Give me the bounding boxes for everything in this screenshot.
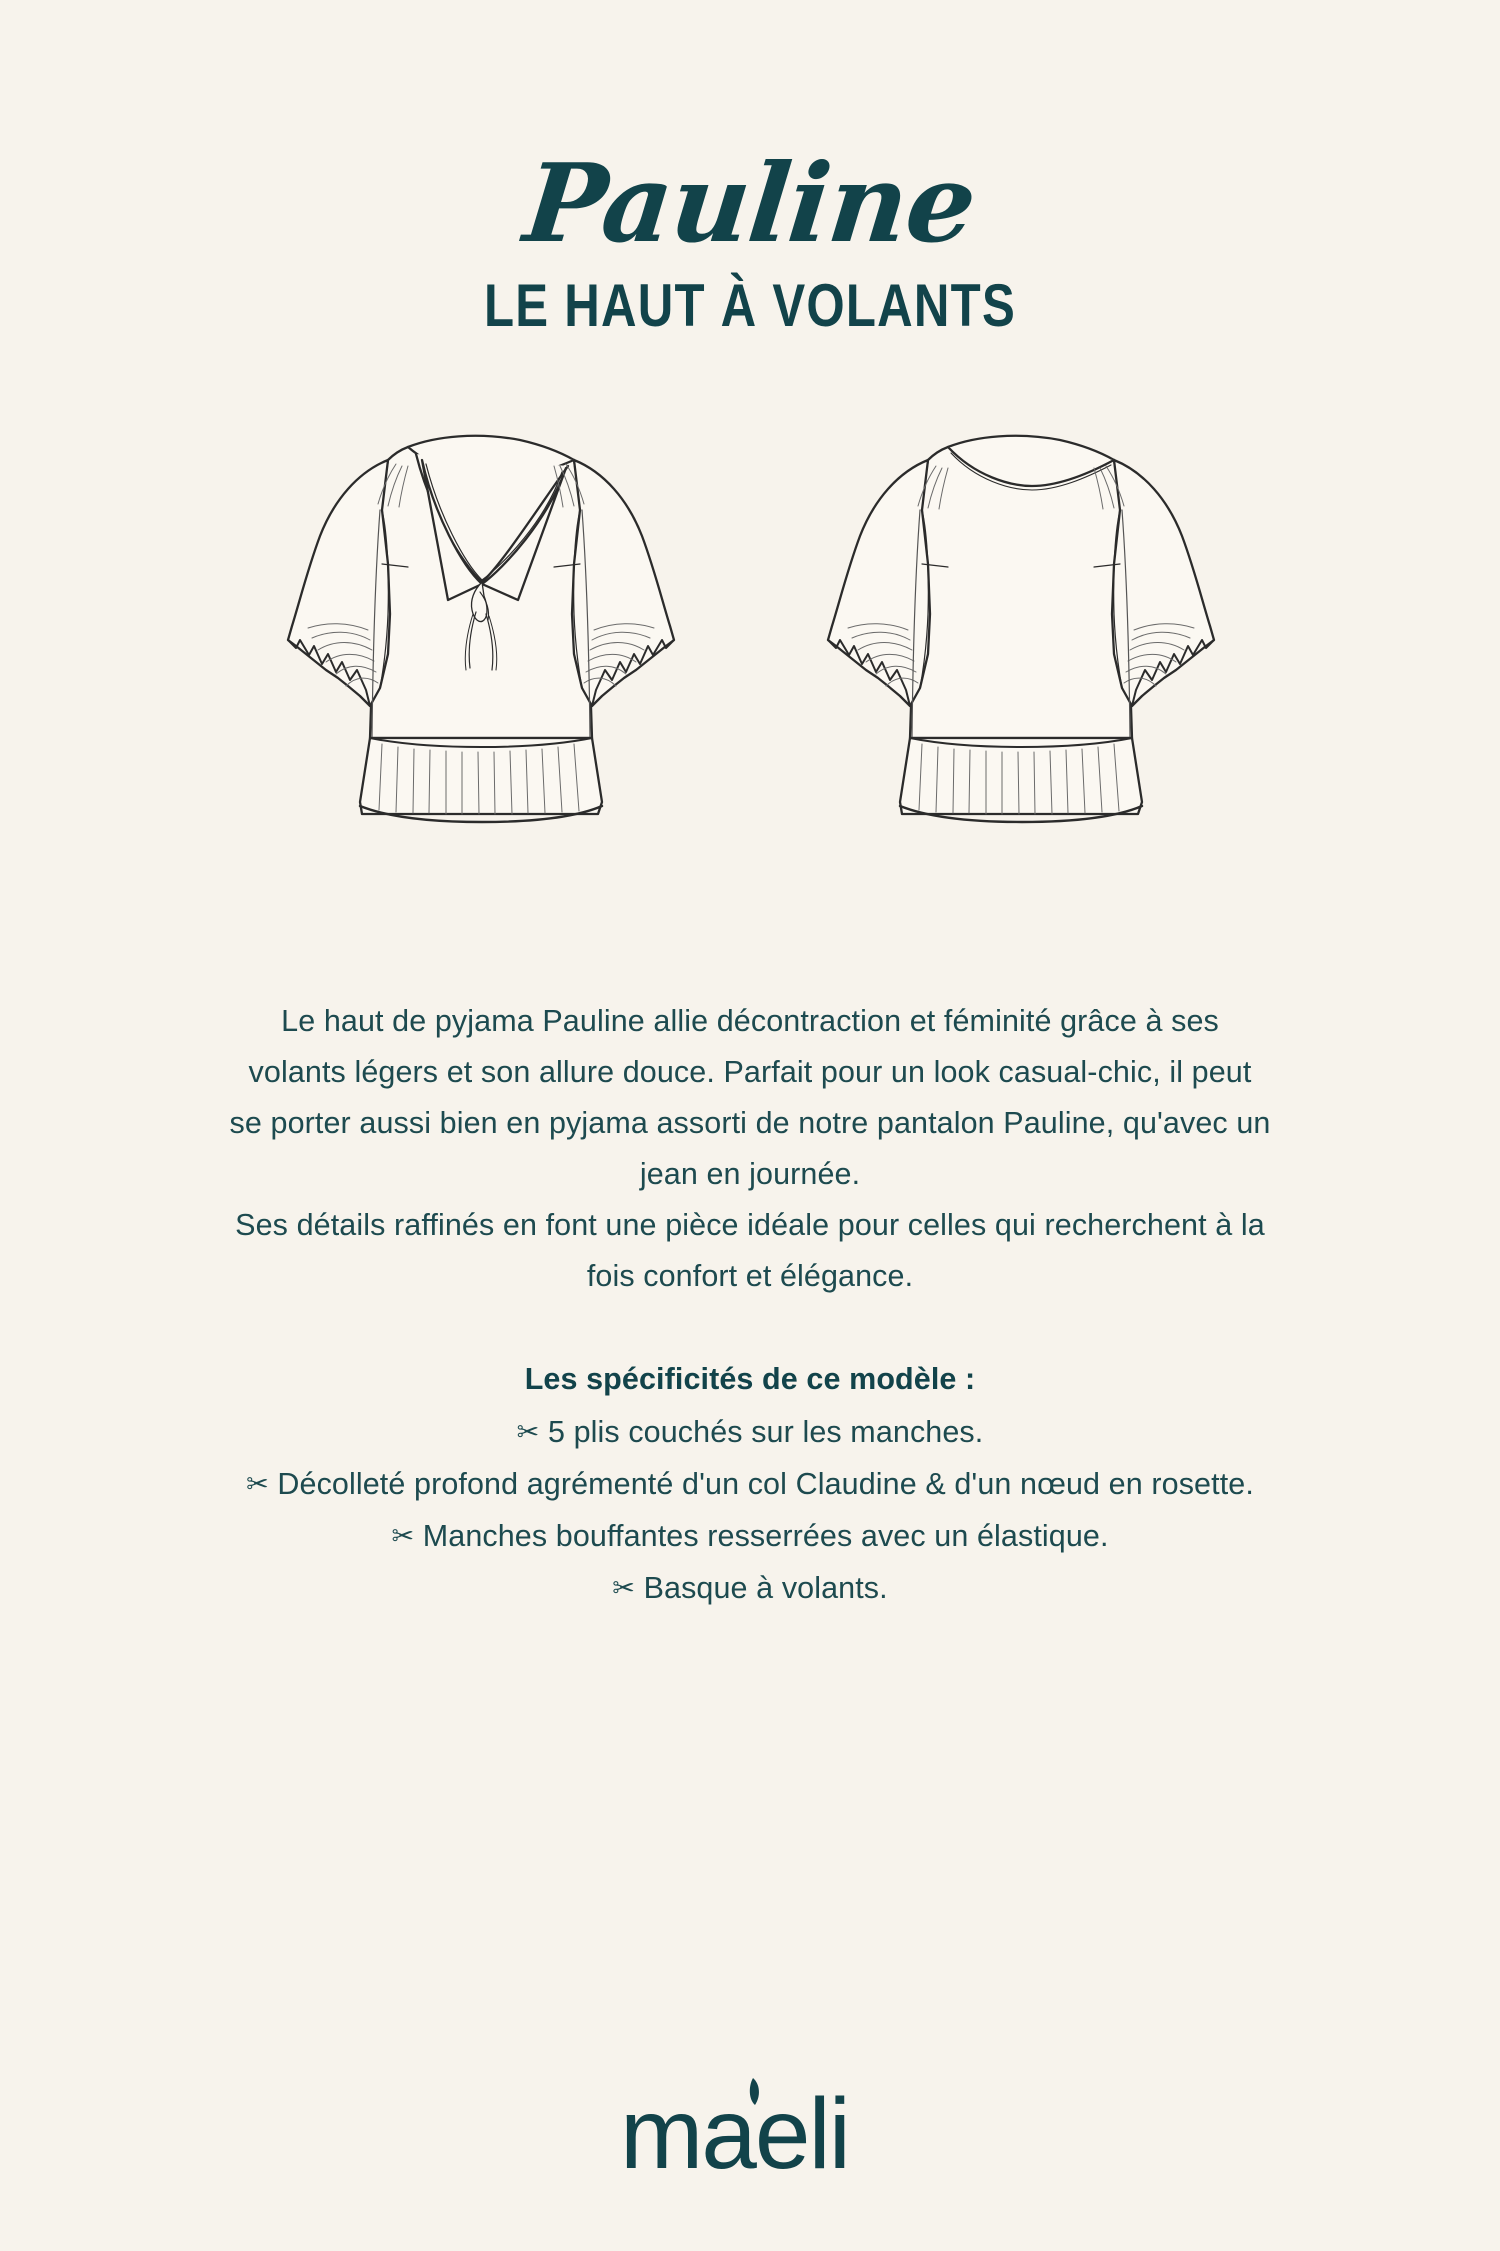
spec-item bbox=[50, 1563, 1450, 1615]
spec-item bbox=[50, 1459, 1450, 1511]
scissors-icon: ✂ bbox=[612, 1573, 635, 1604]
description-line: fois confort et élégance. bbox=[586, 1259, 914, 1293]
page-footer bbox=[0, 2072, 1500, 2189]
specifications-heading: Les spécificités de ce modèle : bbox=[524, 1362, 976, 1396]
scissors-icon: ✂ bbox=[391, 1521, 415, 1552]
spec-item-label: Décolleté profond agrémenté d'un col Claudine & d'un nœud en rosette. bbox=[277, 1467, 1254, 1501]
description-line: Le haut de pyjama Pauline allie décontraction et féminité grâce à ses bbox=[281, 1004, 1219, 1038]
description-line: volants légers et son allure douce. Parfait pour un look casual-chic, il peut bbox=[248, 1055, 1252, 1089]
page-header bbox=[0, 0, 1500, 339]
page-title: Pauline bbox=[518, 141, 982, 267]
product-description bbox=[85, 996, 1415, 1302]
brand-logo-mark bbox=[620, 2072, 880, 2184]
brand-logo bbox=[620, 2072, 880, 2189]
spec-item bbox=[50, 1407, 1450, 1459]
garment-front-illustration bbox=[230, 414, 730, 874]
garment-back-illustration bbox=[770, 414, 1270, 874]
scissors-icon: ✂ bbox=[246, 1469, 269, 1500]
brand-logo-text: maeli bbox=[620, 2078, 849, 2184]
scissors-icon: ✂ bbox=[516, 1417, 540, 1448]
specifications-section bbox=[50, 1354, 1450, 1615]
garment-illustrations bbox=[160, 414, 1340, 874]
description-line: se porter aussi bien en pyjama assorti de notre pantalon Pauline, qu'avec un bbox=[229, 1106, 1271, 1140]
spec-item bbox=[50, 1511, 1450, 1563]
spec-item-label: Manches bouffantes resserrées avec un élastique. bbox=[422, 1519, 1109, 1553]
description-line: Ses détails raffinés en font une pièce idéale pour celles qui recherchent à la bbox=[235, 1208, 1265, 1242]
spec-item-label: 5 plis couchés sur les manches. bbox=[547, 1415, 984, 1449]
page-subtitle: LE HAUT À VOLANTS bbox=[483, 272, 1017, 339]
spec-item-label: Basque à volants. bbox=[643, 1571, 888, 1605]
description-line: jean en journée. bbox=[639, 1157, 861, 1191]
